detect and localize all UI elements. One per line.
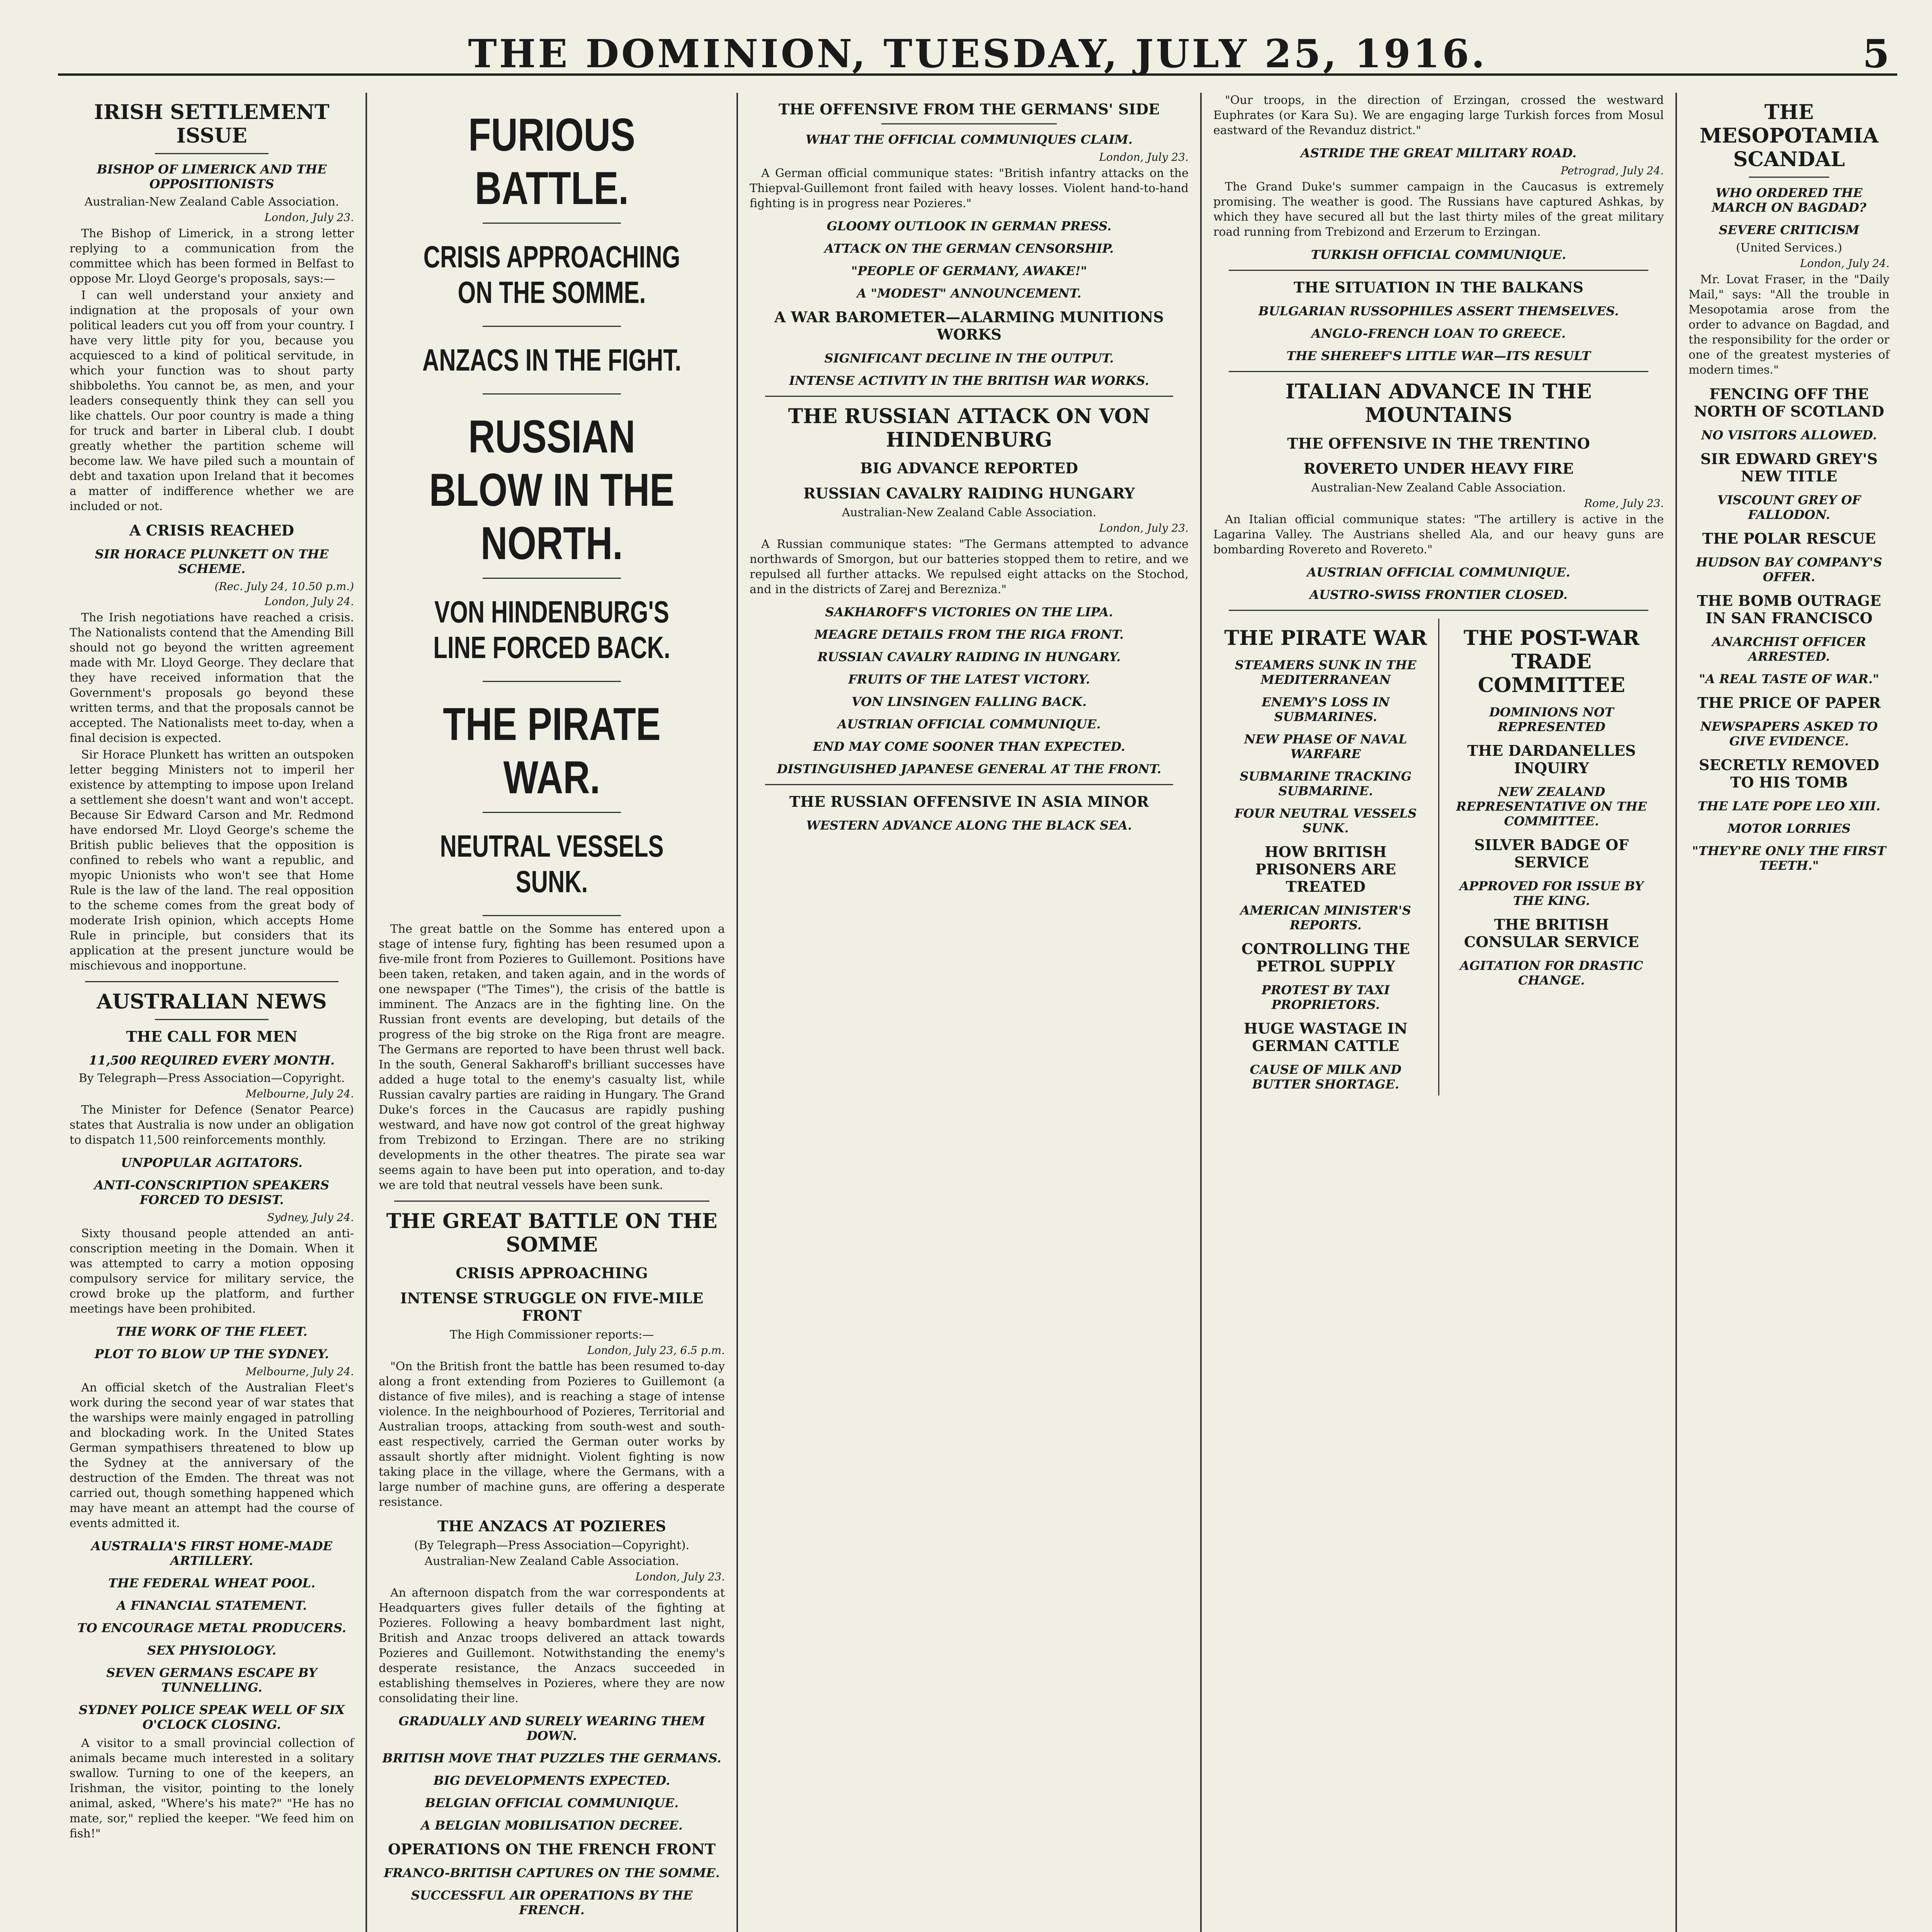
subheading: VISCOUNT GREY OF FALLODON. [1717, 493, 1861, 522]
subheading: RUSSIAN CAVALRY RAIDING IN HUNGARY. [817, 650, 1121, 664]
headline: AUSTRALIAN NEWS [97, 990, 327, 1014]
subheading: ANGLO-FRENCH LOAN TO GREECE. [1311, 326, 1566, 341]
subheading: WHO ORDERED THE MARCH ON BAGDAD? [1711, 185, 1867, 215]
subheading: DISTINGUISHED JAPANESE GENERAL AT THE FRONT. [777, 762, 1162, 776]
source-line: By Telegraph—Press Association—Copyright. [78, 1071, 345, 1085]
subheading: "THEY'RE ONLY THE FIRST TEETH." [1692, 844, 1886, 873]
headline: RUSSIAN BLOW IN THE NORTH. [429, 411, 675, 569]
subheading: 11,500 REQUIRED EVERY MONTH. [88, 1053, 335, 1068]
source-line: Australian-New Zealand Cable Association. [424, 1554, 679, 1568]
subheading: NEWSPAPERS ASKED TO GIVE EVIDENCE. [1700, 719, 1878, 748]
source-line: Australian-New Zealand Cable Association. [1311, 481, 1566, 495]
source-line: (By Telegraph—Press Association—Copyright). [414, 1539, 690, 1552]
subheading: A "MODEST" ANNOUNCEMENT. [857, 286, 1082, 301]
paper-title: THE DOMINION, TUESDAY, JULY 25, 1916. [468, 31, 1487, 77]
subheading: AMERICAN MINISTER'S REPORTS. [1240, 903, 1411, 932]
article-text: An afternoon dispatch from the war correspondents at Headquarters gives fuller details of the fighting at Pozieres. Following a heavy bombardment last night, British and Anzac troops delivered an attack towards Pozieres and Guillemont. Notwithstanding the enemy's desperate resistance, the Anzacs succeeded in establishing themselves in Pozieres, where they are now consolidating their line. [379, 1586, 725, 1705]
subheading: ENEMY'S LOSS IN SUBMARINES. [1261, 695, 1390, 724]
subheading: OPERATIONS ON THE FRENCH FRONT [388, 1840, 716, 1858]
page-number: 5 [1862, 31, 1889, 77]
subheading: RUSSIAN CAVALRY RAIDING HUNGARY [803, 485, 1135, 502]
dateline: Petrograd, July 24. [1561, 164, 1664, 177]
subheading: SUCCESSFUL AIR OPERATIONS BY THE FRENCH. [411, 1888, 693, 1917]
subheading: ANARCHIST OFFICER ARRESTED. [1712, 634, 1866, 664]
headline: NEUTRAL VESSELS SUNK. [440, 829, 664, 899]
subheading: FRANCO-BRITISH CAPTURES ON THE SOMME. [384, 1866, 720, 1880]
headline: VON HINDENBURG'S LINE FORCED BACK. [433, 595, 670, 665]
subheading: SIGNIFICANT DECLINE IN THE OUTPUT. [824, 351, 1114, 366]
masthead [58, 27, 1897, 76]
article-text: An Italian official communique states: "The artillery is active in the Lagarina Valley. The Austrians shelled Ala, and our heavy guns are bombarding Rovereto and Rovereto." [1213, 513, 1664, 556]
subheading: SAKHAROFF'S VICTORIES ON THE LIPA. [825, 605, 1113, 619]
article-text: The great battle on the Somme has entered upon a stage of intense fury, fighting has been resumed upon a five-mile front from Pozieres to Guillemont. Positions have been taken, retaken, and taken again, and in the words of one newspaper ("The Times"), the crisis of the battle is imminent. The Anzacs are in the fighting line. On the Russian front events are developing, but details of the progress of the big stroke on the Riga front are meagre. The Germans are reported to have been thrust well back. In the south, General Sakharoff's brilliant successes have added a huge total to the enemy's casualty list, while Russian cavalry parties are raiding in Hungary. The Grand Duke's forces in the Caucasus are rapidly pushing westward, and have now got control of the great highway from Trebizond to Erzingan. There are no striking developments in the other theatres. The pirate sea war seems again to have been put into operation, and to-day we are told that neutral vessels have been sunk. [379, 922, 725, 1192]
subcolumn-right [1439, 619, 1664, 1095]
subheading: ASTRIDE THE GREAT MILITARY ROAD. [1301, 146, 1577, 160]
subheading: BIG DEVELOPMENTS EXPECTED. [433, 1773, 670, 1788]
subheading: STEAMERS SUNK IN THE MEDITERRANEAN [1235, 658, 1417, 687]
subheading: THE SHEREEF'S LITTLE WAR—ITS RESULT [1286, 349, 1591, 363]
article-text: Mr. Lovat Fraser, in the "Daily Mail," says: "All the trouble in Mesopotamia arose from the order to advance on Bagdad, and the responsibility for the order or one of the greatest mysteries of modern times." [1689, 273, 1889, 377]
dateline: London, July 24. [264, 595, 354, 608]
subheading: NEW ZEALAND REPRESENTATIVE ON THE COMMITTEE. [1456, 784, 1647, 828]
subheading: AGITATION FOR DRASTIC CHANGE. [1460, 958, 1643, 988]
headline: THE RUSSIAN ATTACK ON VON HINDENBURG [788, 405, 1150, 452]
subheading: SYDNEY POLICE SPEAK WELL OF SIX O'CLOCK CLOSING. [78, 1702, 345, 1732]
subheading: HOW BRITISH PRISONERS ARE TREATED [1255, 843, 1396, 895]
subheading: SIR EDWARD GREY'S NEW TITLE [1700, 450, 1878, 485]
subheading: HUDSON BAY COMPANY'S OFFER. [1696, 555, 1882, 584]
subheading: THE CALL FOR MEN [126, 1028, 298, 1045]
article-text: A Russian communique states: "The Germans attempted to advance northwards of Smorgon, but our batteries stopped them to retire, and we repulsed all further attacks. We repulsed eight attacks on the Stochod, and in the districts of Zarej and Berezniza." [750, 537, 1189, 596]
dateline: London, July 23, 6.5 p.m. [587, 1344, 725, 1357]
subheading: THE LATE POPE LEO XIII. [1697, 799, 1881, 813]
subheading: ANTI-CONSCRIPTION SPEAKERS FORCED TO DESIST. [94, 1178, 330, 1207]
subheading: AUSTRIAN OFFICIAL COMMUNIQUE. [837, 717, 1101, 731]
dateline: (Rec. July 24, 10.50 p.m.) [214, 580, 354, 593]
subheading: A BELGIAN MOBILISATION DECREE. [421, 1818, 683, 1833]
column-5 [1677, 93, 1901, 1932]
subcolumn-left [1213, 619, 1439, 1095]
headline: ITALIAN ADVANCE IN THE MOUNTAINS [1285, 380, 1592, 427]
subheading: "A REAL TASTE OF WAR." [1699, 672, 1879, 686]
subheading: TO ENCOURAGE METAL PRODUCERS. [77, 1621, 347, 1635]
subheading: AUSTRALIA'S FIRST HOME-MADE ARTILLERY. [91, 1539, 332, 1568]
subheading: CRISIS APPROACHING [456, 1264, 648, 1282]
subheading: AUSTRO-SWISS FRONTIER CLOSED. [1310, 587, 1568, 602]
subheading: THE OFFENSIVE IN THE TRENTINO [1287, 435, 1590, 452]
subheading: AUSTRIAN OFFICIAL COMMUNIQUE. [1307, 565, 1570, 580]
dateline: Melbourne, July 24. [245, 1365, 354, 1378]
article-text: A German official communique states: "British infantry attacks on the Thiepval-Guillemont front failed with heavy losses. Violent hand-to-hand fighting is in progress near Pozieres." [750, 167, 1189, 210]
subheading: FRUITS OF THE LATEST VICTORY. [848, 672, 1090, 687]
dateline: London, July 24. [1800, 257, 1889, 270]
dateline: Melbourne, July 24. [245, 1087, 354, 1100]
subheading: BIG ADVANCE REPORTED [860, 459, 1078, 477]
source-line: (United Services.) [1736, 241, 1842, 255]
subheading: FENCING OFF THE NORTH OF SCOTLAND [1694, 385, 1884, 420]
subheading: THE ANZACS AT POZIERES [437, 1517, 666, 1535]
article-text: The Minister for Defence (Senator Pearce) states that Australia is now under an obligation to dispatch 11,500 reinforcements monthly. [70, 1103, 354, 1147]
subheading: CONTROLLING THE PETROL SUPPLY [1241, 940, 1410, 975]
subheading: CAUSE OF MILK AND BUTTER SHORTAGE. [1250, 1062, 1401, 1092]
subheading: SILVER BADGE OF SERVICE [1474, 836, 1629, 871]
subheading: THE PRICE OF PAPER [1697, 694, 1881, 711]
headline: THE MESOPOTAMIA SCANDAL [1699, 100, 1879, 171]
column-3 [738, 93, 1202, 1932]
source-line: Australian-New Zealand Cable Association. [842, 506, 1097, 519]
subheading: MEAGRE DETAILS FROM THE RIGA FRONT. [814, 627, 1124, 642]
subheading: THE POLAR RESCUE [1702, 530, 1876, 547]
article-text: "Our troops, in the direction of Erzingan, crossed the westward Euphrates (or Kara Su). We are engaging large Turkish forces from Mosul eastward of the Revanduz district." [1213, 94, 1664, 137]
headline: FURIOUS BATTLE. [468, 109, 635, 214]
article-text: "On the British front the battle has been resumed to-day along a front extending from Pozieres to Guillemont (a distance of five miles), and is reaching a stage of intense violence. In the neighbourhood of Pozieres, Territorial and Australian troops, attacking from south-west and south-east respectively, carried the German outer works by assault shortly after midnight. Violent fighting is now taking place in the village, where the Germans, with a large number of machine guns, are offering a desperate resistance. [379, 1360, 725, 1509]
subheading: BULGARIAN RUSSOPHILES ASSERT THEMSELVES. [1258, 304, 1619, 318]
subheading: FOUR NEUTRAL VESSELS SUNK. [1235, 806, 1417, 835]
subheading: WHAT THE OFFICIAL COMMUNIQUES CLAIM. [805, 132, 1133, 147]
headline: THE GREAT BATTLE ON THE SOMME [386, 1209, 718, 1257]
subheading: GLOOMY OUTLOOK IN GERMAN PRESS. [827, 219, 1112, 233]
column-4 [1202, 93, 1677, 1932]
subheading: NO VISITORS ALLOWED. [1701, 428, 1877, 442]
dateline: London, July 23. [264, 211, 354, 224]
subheading: GRADUALLY AND SURELY WEARING THEM DOWN. [398, 1714, 705, 1743]
subheading: THE BOMB OUTRAGE IN SAN FRANCISCO [1697, 592, 1881, 627]
article-text: The Bishop of Limerick, in a strong letter replying to a communication from the committee which has been formed in Belfast to oppose Mr. Lloyd George's proposals, says:— [70, 227, 354, 286]
subheading: A FINANCIAL STATEMENT. [116, 1598, 307, 1613]
dateline: London, July 23. [1099, 522, 1189, 534]
subheading: ATTACK ON THE GERMAN CENSORSHIP. [824, 241, 1114, 256]
subheading: INTENSE STRUGGLE ON FIVE-MILE FRONT [400, 1289, 704, 1324]
subheading: BISHOP OF LIMERICK AND THE OPPOSITIONISTS [97, 162, 327, 191]
dateline: Sydney, July 24. [267, 1211, 354, 1224]
subheading: TURKISH OFFICIAL COMMUNIQUE. [1311, 247, 1566, 262]
dateline: London, July 23. [635, 1570, 725, 1583]
subheading: INTENSE ACTIVITY IN THE BRITISH WAR WORKS. [789, 373, 1149, 388]
column-1 [58, 93, 367, 1932]
subheading: SIR HORACE PLUNKETT ON THE SCHEME. [95, 547, 329, 576]
source-line: Australian-New Zealand Cable Association. [84, 195, 339, 209]
split-section [1213, 619, 1664, 1095]
subheading: THE DARDANELLES INQUIRY [1467, 742, 1636, 777]
article-text: A visitor to a small provincial collection of animals became much interested in a solitary swallow. Turning to one of the keepers, an Irishman, the visitor, pointing to the lonely animal, asked, "Where's his mate?" "He has no mate, sor," replied the keeper. "We feed him on fish!" [70, 1736, 354, 1840]
headline: THE PIRATE WAR [1224, 626, 1427, 650]
headline: THE POST-WAR TRADE COMMITTEE [1463, 626, 1639, 697]
subheading: WESTERN ADVANCE ALONG THE BLACK SEA. [806, 818, 1132, 833]
headline: THE RUSSIAN OFFENSIVE IN ASIA MINOR [789, 793, 1149, 810]
dateline: Rome, July 23. [1584, 497, 1664, 510]
subheading: NEW PHASE OF NAVAL WARFARE [1244, 732, 1407, 761]
subheading: SEVEN GERMANS ESCAPE BY TUNNELLING. [106, 1665, 317, 1695]
article-text: Sixty thousand people attended an anti-conscription meeting in the Domain. When it was attempted to carry a motion opposing compulsory service for military service, the crowd broke up the platform, and further meetings have been prohibited. [70, 1227, 354, 1316]
subheading: THE WORK OF THE FLEET. [116, 1324, 308, 1339]
subheading: PROTEST BY TAXI PROPRIETORS. [1261, 983, 1390, 1012]
headline: THE OFFENSIVE FROM THE GERMANS' SIDE [778, 100, 1160, 118]
headline: ANZACS IN THE FIGHT. [422, 343, 681, 377]
article-text: The Irish negotiations have reached a crisis. The Nationalists contend that the Amending Bill should not go beyond the written agreement made with Mr. Lloyd George. They declare that they have received information that the Government's proposals go beyond these written terms, and that the proposals cannot be accepted. The Nationalists meet to-day, when a final decision is expected. [70, 611, 354, 745]
headline: THE PIRATE WAR. [443, 698, 661, 803]
subheading: END MAY COME SOONER THAN EXPECTED. [813, 739, 1126, 754]
subheading: THE FEDERAL WHEAT POOL. [108, 1576, 315, 1590]
subheading: DOMINIONS NOT REPRESENTED [1489, 705, 1614, 734]
article-text: An official sketch of the Australian Fleet's work during the second year of war states that the warships were mainly engaged in patrolling and blockading work. In the United States German sympathisers threatened to blow up the Sydney at the anniversary of the destruction of the Emden. The threat was not carried out, though something happened which may have meant an attempt had the course of events admitted it. [70, 1381, 354, 1530]
subheading: ROVERETO UNDER HEAVY FIRE [1303, 460, 1574, 477]
article-text: Sir Horace Plunkett has written an outspoken letter begging Ministers not to imperil her existence by attempting to impose upon Ireland a settlement she doesn't want and won't accept. Because Sir Edward Carson and Mr. Redmond have endorsed Mr. Lloyd George's scheme the British public believes that the opposition is confined to rebels who want a republic, and myopic Unionists who won't see that Home Rule is the law of the land. The real opposition to the scheme comes from the great body of moderate Irish opinion, which accepts Home Rule in principle, but considers that its application at the present juncture would be mischievous and inopportune. [70, 748, 354, 973]
subheading: BELGIAN OFFICIAL COMMUNIQUE. [425, 1796, 679, 1810]
subheading: UNPOPULAR AGITATORS. [121, 1155, 303, 1170]
article-text: I can well understand your anxiety and indignation at the proposals of your own political leaders cut you off from your country. I have very little pity for you, because you acquiesced to a kind of political servitude, in which your function was to shout party shibboleths. You cannot be, as men, and your leaders consequently think they can sell you like chattels. Our poor country is made a thing for truck and barter in Liberal club. I doubt greatly whether the partition scheme will become law. We have piled such a mountain of debt and taxation upon Ireland that it becomes a matter of indifference whether we are included or not. [70, 289, 354, 513]
subheading: SEX PHYSIOLOGY. [147, 1643, 277, 1658]
subheading: A CRISIS REACHED [129, 522, 294, 539]
subheading: "PEOPLE OF GERMANY, AWAKE!" [851, 264, 1087, 278]
subheading: THE BRITISH CONSULAR SERVICE [1464, 916, 1639, 951]
subheading: MOTOR LORRIES [1727, 821, 1851, 836]
subheading: HUGE WASTAGE IN GERMAN CATTLE [1243, 1020, 1408, 1054]
column-2 [367, 93, 738, 1932]
source-line: The High Commissioner reports:— [449, 1328, 654, 1342]
subheading: SECRETLY REMOVED TO HIS TOMB [1699, 756, 1879, 791]
headline: CRISIS APPROACHING ON THE SOMME. [423, 240, 680, 310]
subheading: SUBMARINE TRACKING SUBMARINE. [1240, 769, 1412, 798]
subheading: PLOT TO BLOW UP THE SYDNEY. [94, 1347, 329, 1361]
headline: IRISH SETTLEMENT ISSUE [94, 100, 330, 148]
subheading: APPROVED FOR ISSUE BY THE KING. [1459, 879, 1644, 908]
article-text: The Grand Duke's summer campaign in the Caucasus is extremely promising. The weather is good. The Russians have captured Ashkas, by which they have secured all but the last thirty miles of the great military road running from Trebizond and Erzerum to Erzingan. [1213, 180, 1664, 239]
dateline: London, July 23. [1099, 151, 1189, 163]
subheading: SEVERE CRITICISM [1719, 223, 1859, 237]
headline: THE SITUATION IN THE BALKANS [1294, 279, 1583, 296]
subheading: A WAR BAROMETER—ALARMING MUNITIONS WORKS [774, 308, 1164, 343]
subheading: VON LINSINGEN FALLING BACK. [851, 694, 1087, 709]
subheading: BRITISH MOVE THAT PUZZLES THE GERMANS. [382, 1751, 721, 1765]
